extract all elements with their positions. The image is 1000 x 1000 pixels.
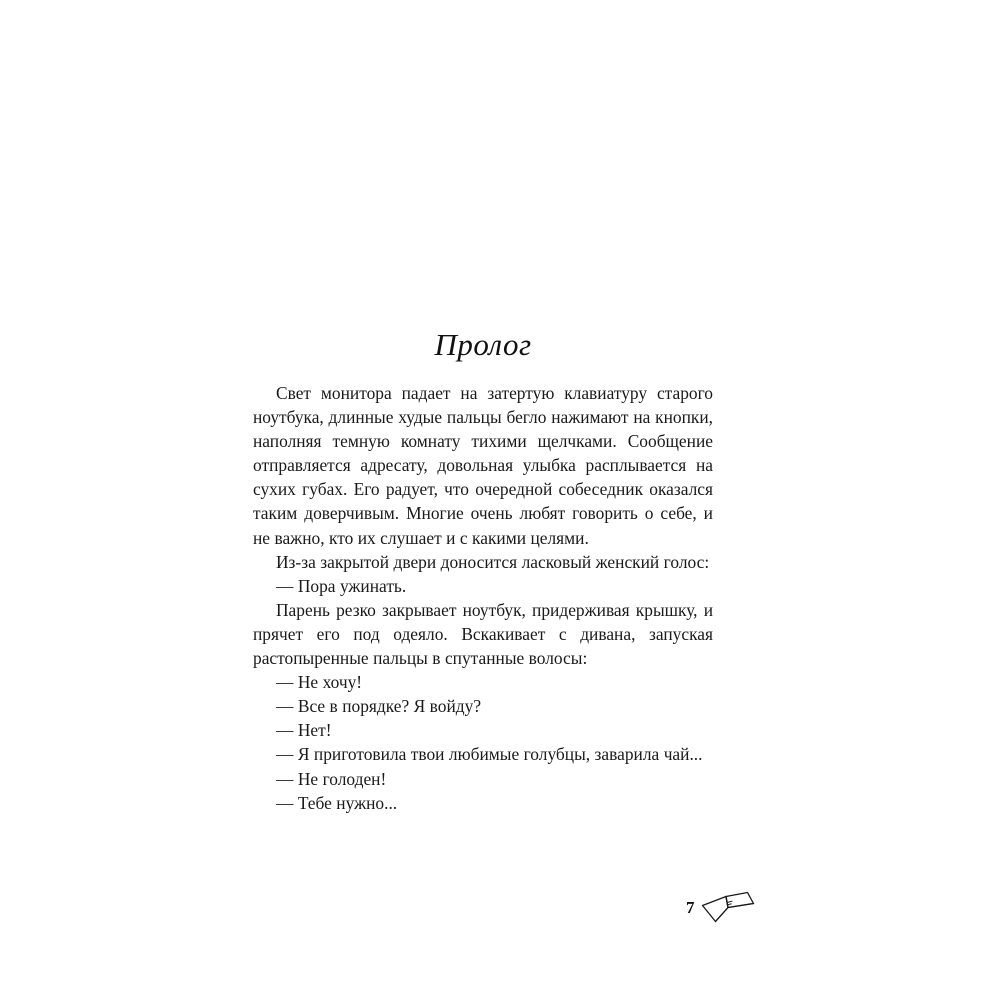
dialogue-line: — Не голоден!: [276, 768, 387, 789]
page-footer: [686, 890, 755, 924]
dialogue-line: — Не хочу!: [276, 672, 363, 693]
dialogue-line: — Все в порядке? Я войду?: [276, 696, 482, 717]
dialogue-line: — Тебе нужно...: [276, 792, 398, 813]
body-paragraph: Из-за закрытой двери доносится ласковый женский голос:: [276, 551, 710, 572]
text-column: [253, 326, 713, 815]
open-book-icon: [701, 890, 755, 924]
chapter-heading: Пролог: [434, 327, 532, 362]
page-number: 7: [686, 897, 695, 917]
body-paragraph: Свет монитора падает на затертую клавиатуру старого ноутбука, длинные худые пальцы бегло нажимают на кнопки, наполняя темную комнату тихими щелчками. Сообщение отправляется адресату, довольная улыбка расплывается на сухих губах. Его радует, что очередной собеседник оказался таким доверчивым. Многие очень любят говорить о себе, и не важно, кто их слушает и с какими целями.: [253, 383, 713, 548]
body-paragraph: Парень резко закрывает ноутбук, придерживая крышку, и прячет его под одеяло. Вскакивает с дивана, запуская растопыренные пальцы в спутанные волосы:: [253, 599, 713, 669]
dialogue-line: — Нет!: [276, 720, 332, 741]
dialogue-line: — Пора ужинать.: [276, 575, 407, 596]
dialogue-line: — Я приготовила твои любимые голубцы, заварила чай...: [276, 744, 703, 765]
